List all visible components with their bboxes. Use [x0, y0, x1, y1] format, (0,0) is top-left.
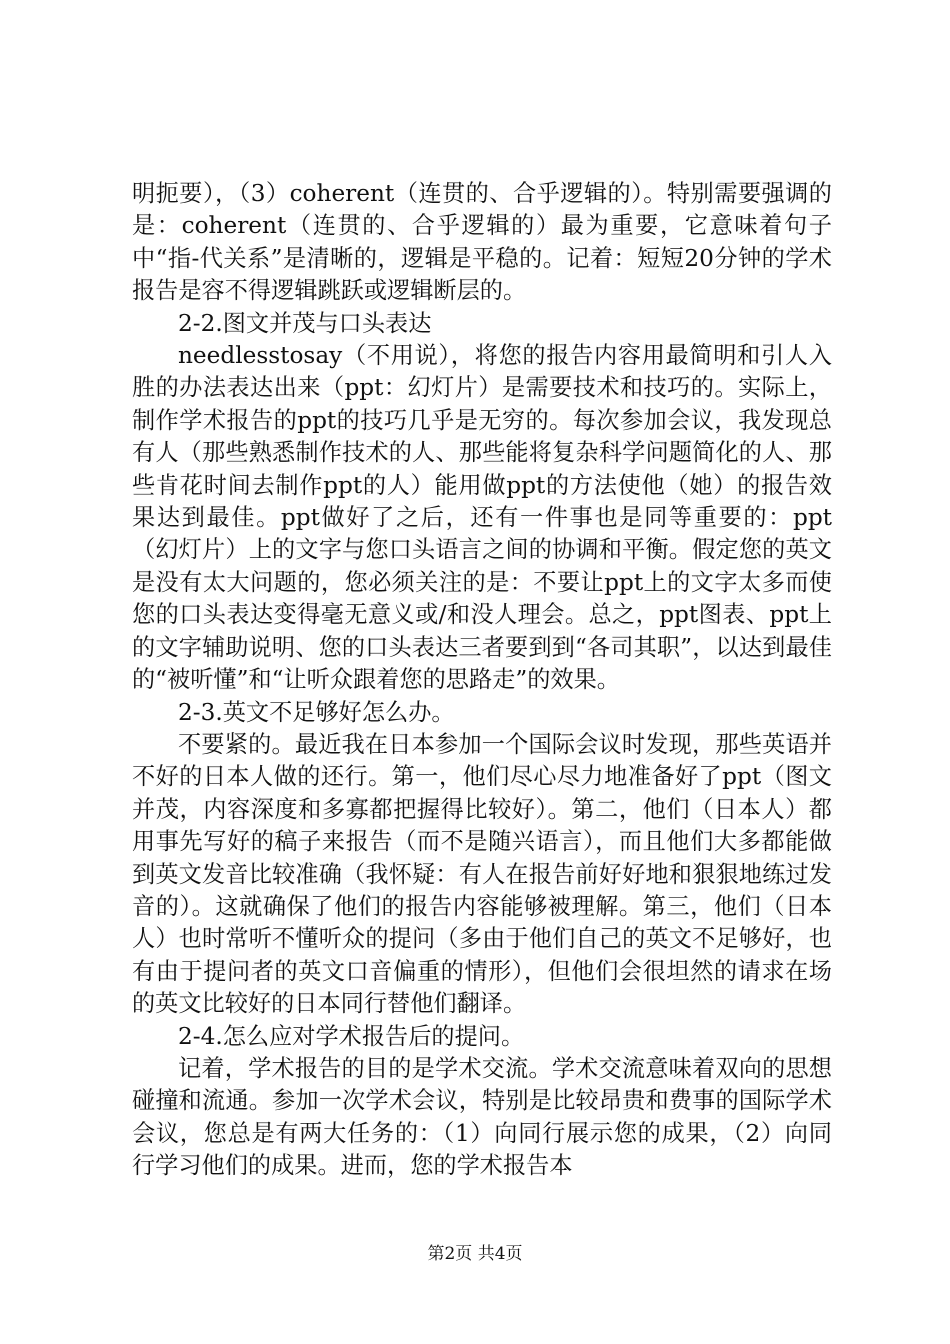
section-heading-2-2: 2-2.图文并茂与口头表达	[178, 309, 432, 337]
document-body	[132, 178, 832, 1183]
paragraph-questions: 记着，学术报告的目的是学术交流。学术交流意味着双向的思想碰撞和流通。参加一次学术会议，特别是比较昂贵和费事的国际学术会议，您总是有两大任务的：（1）向同行展示您的成果，（2）向同行学习他们的成果。进而，您的学术报告本	[132, 1054, 832, 1180]
section-heading-2-4: 2-4.怎么应对学术报告后的提问。	[178, 1022, 525, 1050]
paragraph-english: 不要紧的。最近我在日本参加一个国际会议时发现，那些英语并不好的日本人做的还行。第一，他们尽心尽力地准备好了ppt（图文并茂，内容深度和多寡都把握得比较好）。第二，他们（日本人）都用事先写好的稿子来报告（而不是随兴语言），而且他们大多都能做到英文发音比较准确（我怀疑：有人在报告前好好地和狠狠地练过发音的）。这就确保了他们的报告内容能够被理解。第三，他们（日本人）也时常听不懂听众的提问（多由于他们自己的英文不足够好，也有由于提问者的英文口音偏重的情形），但他们会很坦然的请求在场的英文比较好的日本同行替他们翻译。	[132, 730, 832, 1018]
paragraph-coherent: 明扼要），（3）coherent（连贯的、合乎逻辑的）。特别需要强调的是：coherent（连贯的、合乎逻辑的）最为重要，它意味着句子中“指-代关系”是清晰的，逻辑是平稳的。记着：短短20分钟的学术报告是容不得逻辑跳跃或逻辑断层的。	[132, 180, 832, 305]
paragraph-ppt: needlesstosay（不用说），将您的报告内容用最简明和引人入胜的办法表达出来（ppt：幻灯片）是需要技术和技巧的。实际上，制作学术报告的ppt的技巧几乎是无穷的。每次参加会议，我发现总有人（那些熟悉制作技术的人、那些能将复杂科学问题简化的人、那些肯花时间去制作ppt的人）能用做ppt的方法使他（她）的报告效果达到最佳。ppt做好了之后，还有一件事也是同等重要的：ppt（幻灯片）上的文字与您口头语言之间的协调和平衡。假定您的英文是没有太大问题的，您必须关注的是：不要让ppt上的文字太多而使您的口头表达变得毫无意义或/和没人理会。总之，ppt图表、ppt上的文字辅助说明、您的口头表达三者要到到“各司其职”，以达到最佳的“被听懂”和“让听众跟着您的思路走”的效果。	[132, 342, 832, 694]
page-footer: 第2页 共4页	[427, 1244, 523, 1264]
section-heading-2-3: 2-3.英文不足够好怎么办。	[178, 698, 455, 726]
